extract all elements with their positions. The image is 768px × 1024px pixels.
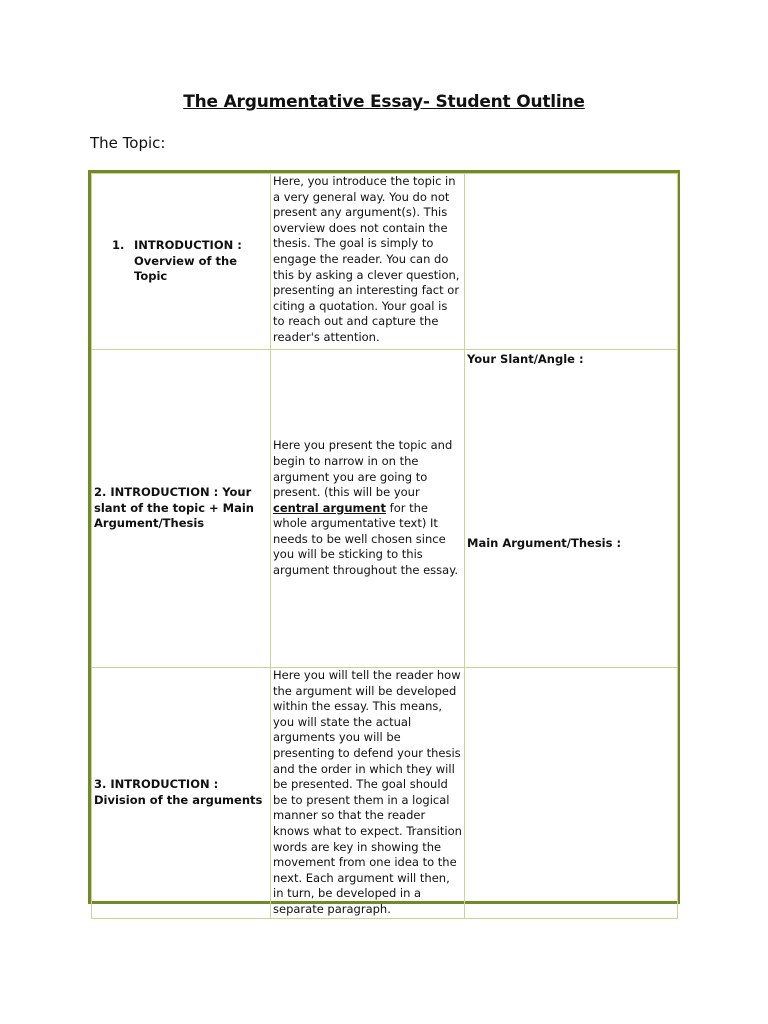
row1-description: Here, you introduce the topic in a very general way. You do not present any argument(s). This overview does not contain the thesis. The goal is simply to engage the reader. You can do this by asking a clever question, presenting an interesting fact or citing a quotation. Your goal is to reach out and capture the reader's attention.: [271, 174, 465, 350]
row1-label: INTRODUCTION : Overview of the Topic: [134, 238, 242, 284]
table-row-slant-thesis: [92, 350, 678, 668]
row1-label-cell: [92, 174, 271, 350]
row3-label: 3. INTRODUCTION : Division of the arguments: [92, 668, 271, 919]
row3-description: Here you will tell the reader how the argument will be developed within the essay. This means, you will state the actual arguments you will be presenting to defend your thesis and the order in which they will be presented. The goal should be to present them in a logical manner so that the reader knows what to expect. Transition words are key in showing the movement from one idea to the next. Each argument will then, in turn, be developed in a separate paragraph.: [271, 668, 465, 919]
table-row-introduction-overview: [92, 174, 678, 350]
row3-notes-cell[interactable]: [465, 668, 678, 919]
table-row-division-arguments: [92, 668, 678, 919]
row2-description-before: Here you present the topic and begin to narrow in on the argument you are going to present. (this will be your: [273, 438, 453, 500]
row2-label: 2. INTRODUCTION : Your slant of the topic + Main Argument/Thesis: [92, 350, 271, 668]
central-argument-emphasis: central argument: [273, 500, 386, 515]
slant-angle-label: Your Slant/Angle :: [467, 352, 584, 366]
row2-description: [271, 350, 465, 668]
row2-description-after: for the whole argumentative text) It needs to be well chosen since you will be sticking to this argument throughout the essay.: [273, 500, 459, 578]
row2-notes-cell[interactable]: [465, 350, 678, 668]
topic-label: The Topic:: [90, 134, 166, 152]
row1-notes-cell[interactable]: [465, 174, 678, 350]
row1-number: 1.: [112, 238, 125, 253]
document-title: The Argumentative Essay- Student Outline: [183, 92, 585, 112]
outline-table: [88, 170, 680, 916]
main-argument-thesis-label: Main Argument/Thesis :: [467, 536, 622, 550]
